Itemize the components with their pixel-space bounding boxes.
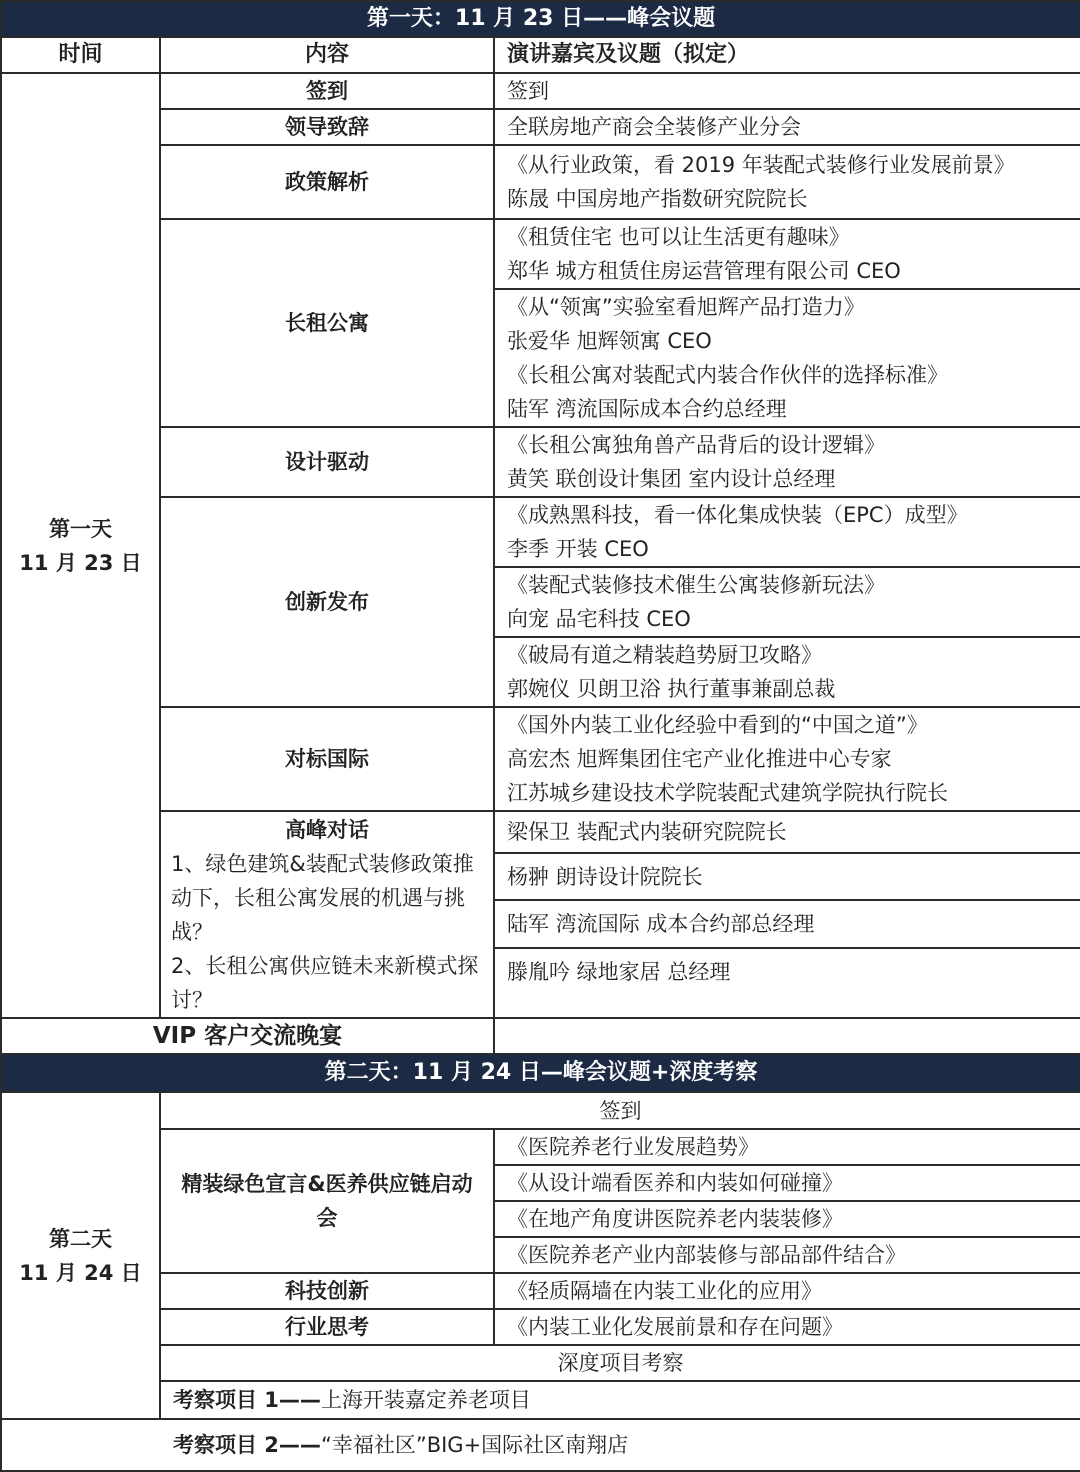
topic-cell: 《医院养老行业发展趋势》	[494, 1129, 1080, 1165]
content-cell: 长租公寓	[160, 219, 494, 427]
table-row	[1, 1092, 1080, 1129]
dialogue-topic: 1、绿色建筑&装配式装修政策推动下，长租公寓发展的机遇与挑战？	[171, 851, 474, 944]
speaker: 黄笑 联创设计集团 室内设计总经理	[507, 467, 836, 491]
table-row	[1, 707, 1080, 811]
detail-cell	[494, 567, 1080, 637]
detail-cell	[494, 289, 1080, 427]
detail-cell	[494, 497, 1080, 567]
table-row	[1, 219, 1080, 289]
content-cell: 签到	[160, 73, 494, 109]
vip-dinner: VIP 客户交流晚宴	[1, 1018, 494, 1054]
table-row	[1, 1419, 1080, 1471]
content-cell: 精装绿色宣言&医养供应链启动会	[160, 1129, 494, 1273]
project-2	[1, 1419, 1080, 1471]
content-cell: 对标国际	[160, 707, 494, 811]
day2-date-cell	[1, 1092, 160, 1419]
project-2-text: “幸福社区”BIG+国际社区南翔店	[320, 1433, 629, 1457]
dialogue-title: 高峰对话	[285, 817, 369, 842]
speaker: 陆军 湾流国际成本合约总经理	[507, 397, 787, 421]
table-row	[1, 1129, 1080, 1165]
speaker-cell: 陆军 湾流国际 成本合约部总经理	[494, 900, 1080, 948]
content-cell: 创新发布	[160, 497, 494, 707]
talk-title: 《长租公寓对装配式内装合作伙伴的选择标准》	[507, 363, 948, 387]
dialogue-cell	[160, 811, 494, 1018]
table-row	[1, 145, 1080, 219]
content-cell: 政策解析	[160, 145, 494, 219]
talk-title: 《租赁住宅 也可以让生活更有趣味》	[507, 225, 850, 249]
talk-title: 《装配式装修技术催生公寓装修新玩法》	[507, 573, 885, 597]
day1-header: 第一天：11 月 23 日——峰会议题	[1, 1, 1080, 37]
speaker-cell: 滕胤吟 绿地家居 总经理	[494, 948, 1080, 1018]
speaker: 陈晟 中国房地产指数研究院院长	[507, 187, 808, 211]
detail-cell	[494, 219, 1080, 289]
project-1-label: 考察项目 1——	[173, 1388, 321, 1412]
day2-date: 11 月 24 日	[19, 1260, 142, 1285]
content-cell: 设计驱动	[160, 427, 494, 497]
day1-date-cell	[1, 73, 160, 1018]
column-header-row	[1, 37, 1080, 73]
column-header-speakers: 演讲嘉宾及议题（拟定）	[494, 37, 1080, 73]
table-row	[1, 109, 1080, 145]
day2-date-label: 第二天	[49, 1226, 112, 1251]
table-row	[1, 1309, 1080, 1345]
day1-date-label: 第一天	[49, 516, 112, 541]
speaker: 郑华 城方租赁住房运营管理有限公司 CEO	[507, 259, 901, 283]
content-cell: 科技创新	[160, 1273, 494, 1309]
column-header-content: 内容	[160, 37, 494, 73]
table-row	[1, 1381, 1080, 1419]
table-row	[1, 1018, 1080, 1054]
talk-title: 《长租公寓独角兽产品背后的设计逻辑》	[507, 433, 885, 457]
day2-header: 第二天：11 月 24 日—峰会议题+深度考察	[1, 1054, 1080, 1092]
talk-title: 《从行业政策，看 2019 年装配式装修行业发展前景》	[507, 153, 1015, 177]
dialogue-topic: 2、长租公寓供应链未来新模式探讨？	[171, 953, 479, 1012]
speaker: 张爱华 旭辉领寓 CEO	[507, 329, 712, 353]
detail-cell	[494, 637, 1080, 707]
table-row	[1, 427, 1080, 497]
day1-header-row	[1, 1, 1080, 37]
day2-header-row	[1, 1054, 1080, 1092]
speaker-cell: 梁保卫 装配式内装研究院院长	[494, 811, 1080, 853]
detail-cell	[494, 427, 1080, 497]
speaker: 李季 开装 CEO	[507, 537, 649, 561]
talk-title: 《从“领寓”实验室看旭辉产品打造力》	[507, 295, 865, 319]
speaker-title: 江苏城乡建设技术学院装配式建筑学院执行院长	[507, 781, 948, 805]
table-row	[1, 497, 1080, 567]
topic-cell: 《医院养老产业内部装修与部品部件结合》	[494, 1237, 1080, 1273]
project-2-label: 考察项目 2——	[173, 1433, 321, 1457]
speaker: 向宠 品宅科技 CEO	[507, 607, 691, 631]
topic-cell: 《内装工业化发展前景和存在问题》	[494, 1309, 1080, 1345]
speaker-cell: 杨翀 朗诗设计院院长	[494, 853, 1080, 900]
day2-checkin: 签到	[160, 1092, 1080, 1129]
talk-title: 《成熟黑科技，看一体化集成快装（EPC）成型》	[507, 503, 968, 527]
table-row	[1, 1345, 1080, 1381]
speaker: 郭婉仪 贝朗卫浴 执行董事兼副总裁	[507, 677, 836, 701]
talk-title: 《破局有道之精装趋势厨卫攻略》	[507, 643, 822, 667]
detail-cell	[494, 145, 1080, 219]
project-1	[160, 1381, 1080, 1419]
day1-date: 11 月 23 日	[19, 550, 142, 575]
topic-cell: 《从设计端看医养和内装如何碰撞》	[494, 1165, 1080, 1201]
table-row	[1, 73, 1080, 109]
detail-cell: 全联房地产商会全装修产业分会	[494, 109, 1080, 145]
column-header-time: 时间	[1, 37, 160, 73]
topic-cell: 《轻质隔墙在内装工业化的应用》	[494, 1273, 1080, 1309]
inspection-title: 深度项目考察	[160, 1345, 1080, 1381]
content-cell: 领导致辞	[160, 109, 494, 145]
table-row	[1, 811, 1080, 853]
project-1-text: 上海开装嘉定养老项目	[320, 1388, 531, 1412]
speaker: 高宏杰 旭辉集团住宅产业化推进中心专家	[507, 747, 892, 771]
detail-cell	[494, 707, 1080, 811]
talk-title: 《国外内装工业化经验中看到的“中国之道”》	[507, 713, 928, 737]
table-row	[1, 1273, 1080, 1309]
topic-cell: 《在地产角度讲医院养老内装装修》	[494, 1201, 1080, 1237]
content-cell: 行业思考	[160, 1309, 494, 1345]
detail-cell: 签到	[494, 73, 1080, 109]
